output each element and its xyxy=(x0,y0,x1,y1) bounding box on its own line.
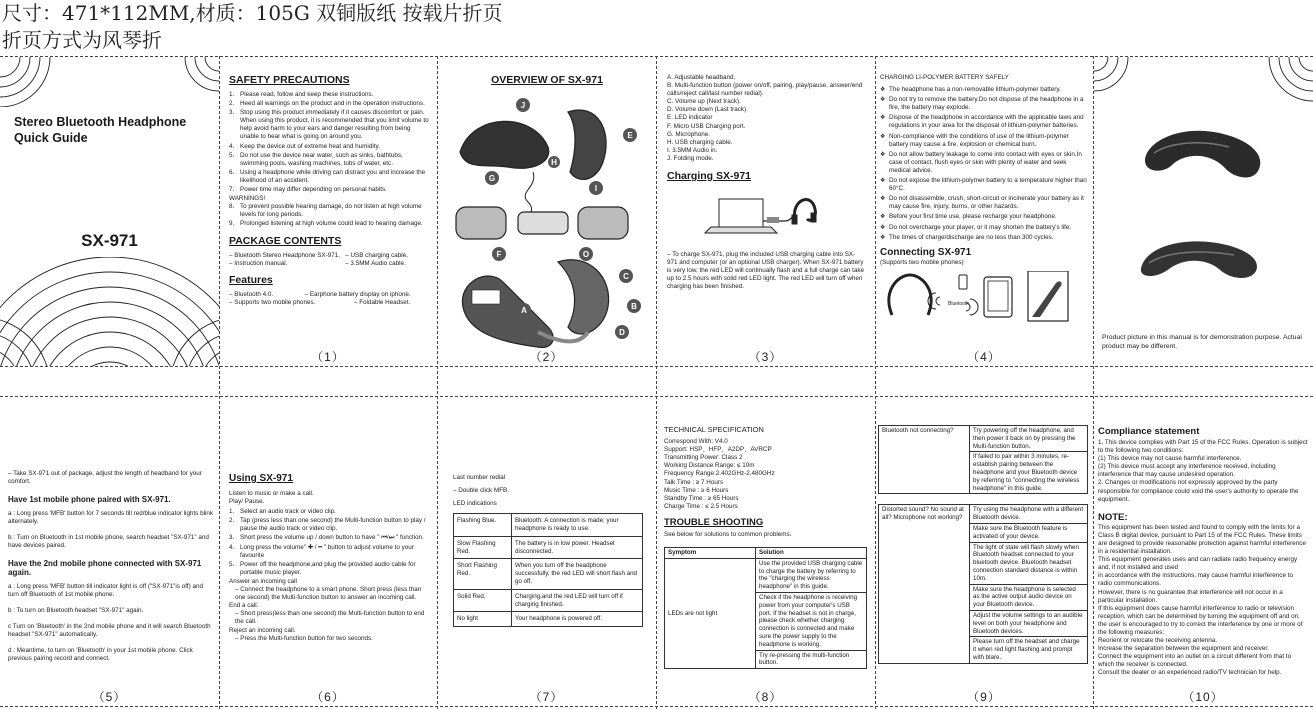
end-label: End a call. xyxy=(229,602,259,610)
led-row xyxy=(454,589,643,612)
laptop-icon xyxy=(719,199,763,227)
spec-title: TECHNICAL SPECIFICATION xyxy=(664,426,764,434)
feature-item: – Bluetooth 4.0. – Earphone battery display on iphone. xyxy=(229,290,411,298)
using-step-item-text: Long press the volume" ✚ / ━ " button to adjust volume to your favourite xyxy=(240,543,414,559)
panel-7-led xyxy=(453,474,643,634)
spec-item: Frequency Range:2.402GHz-2.480GHz xyxy=(664,470,775,478)
safety-item-number: 2. xyxy=(229,100,235,108)
safety-item-number: 6. xyxy=(229,168,235,176)
using-step-item xyxy=(229,508,431,516)
page-number-4: （4） xyxy=(967,350,1001,364)
battery-safety-item: ❖ Do not disassemble, crush, short-circuit or incinerate your battery as it may cause fire, injury, burns, or other hazards. xyxy=(880,195,1088,211)
part-item: J. Folding mode. xyxy=(667,154,714,162)
led-row xyxy=(454,514,643,537)
package-item: – Instruction manual. – 3.5MM Audio cable. xyxy=(229,259,406,267)
warning-item-text: To prevent possible hearing damage, do not listen at high volume levels for long periods. xyxy=(240,203,422,219)
features-title: Features xyxy=(229,273,273,286)
using-step-item xyxy=(229,561,431,577)
part-item: G. Microphone. xyxy=(667,130,711,138)
pairing-heading-2: Have the 2nd mobile phone connected with SX-971 again. xyxy=(8,558,202,577)
panel-4-battery xyxy=(880,74,1088,366)
part-item: A. Adjustable headband. xyxy=(667,74,736,81)
package-item: – Bluetooth Stereo Headphone SX-971, – USB charging cable, xyxy=(229,251,408,259)
trouble-solution: Check if the headphone is receiving power from your computer's USB port. If the headset is not in charge, please check whether charging connection is connected and make sure the power supply to the headphone is working. xyxy=(756,593,867,651)
page-number-3: （3） xyxy=(748,350,783,364)
battery-safety-item: ❖ Non-compliance with the conditions of use of the lithium-polymer battery may cause a fire, explosion or chemical burn. xyxy=(880,133,1088,149)
part-item: I. 3.5MM Audio in. xyxy=(667,146,718,154)
safety-item-number: 4. xyxy=(229,142,235,150)
reject-label: Reject an incoming call. xyxy=(229,626,296,634)
headband-icon xyxy=(889,275,931,315)
using-steps xyxy=(229,508,431,577)
overview-callout-h: H xyxy=(551,158,557,167)
using-listen: Listen to music or make a call. xyxy=(229,490,314,497)
trouble-col-symptom: Symptom xyxy=(665,548,756,559)
panel-9-trouble xyxy=(878,425,1088,683)
using-step-item xyxy=(229,517,431,533)
bluetooth-trouble-solution: Try powering off the headphone, and then power it back on by pressing the Multi-function button. xyxy=(970,426,1088,452)
note-title: NOTE: xyxy=(1098,511,1128,523)
led-meaning: Your headphone is powered off. xyxy=(512,612,643,627)
pairing-step-d2: d : Meantime, to turn on 'Bluetooth' in your 1st mobile phone. Click previous pairing record and connect. xyxy=(8,647,193,663)
answer-text: – Connect the headphone to a smart phone. Short press (less than one second) the Multi-function button to answer an incoming call. xyxy=(235,586,422,602)
bluetooth-trouble-symptom: Bluetooth not connecting? xyxy=(879,426,970,494)
safety-item xyxy=(229,143,431,151)
product-note: Product picture in this manual is for demonstration purpose. Actual product may be different. xyxy=(1102,334,1302,350)
spec-item: Support: HSP、HFP、A2DP、AVRCP xyxy=(664,446,772,454)
spec-item: Correspond With: V4.0 xyxy=(664,438,728,446)
safety-item xyxy=(229,169,431,185)
safety-item-text: Stop using this product immediately if it causes discomfort or pain. When using this product, it is recommended that you limit volume to help avoid harm to your ears and danger resulting from being unable to hear what is going on around you. xyxy=(240,109,429,141)
battery-title: CHARGING LI-POLYMER BATTERY SAFELY xyxy=(880,74,1009,81)
led-state: Short Flashing Red. xyxy=(454,559,512,589)
pairing-step-b2: b : To turn on Bluetooth headset "SX-971" again. xyxy=(8,606,144,614)
battery-safety-item: ❖ Do not expose the lithium-polymer battery to a temperature higher than 60°C. xyxy=(880,177,1088,193)
safety-item xyxy=(229,100,431,108)
pairing-step-b1: b : Turn on Bluetooth in 1st mobile phone, search headset "SX-971" and have devices paired. xyxy=(8,534,209,550)
battery-safety-item: ❖ Do not allow battery leakage to come into contact with eyes or skin.In case of contact, flush eyes or skin with plenty of water and seek medical advice. xyxy=(880,151,1088,175)
safety-item xyxy=(229,109,431,141)
overview-callout-d: D xyxy=(619,328,625,337)
using-step-item-number: 1. xyxy=(229,508,235,516)
panel-product-photos xyxy=(1094,57,1313,366)
led-state: No light xyxy=(454,612,512,627)
panel-10-compliance xyxy=(1098,426,1308,684)
page-number-8: （8） xyxy=(748,690,783,704)
battery-safety-item: ❖ The times of charge/discharge are no less than 300 cycles. xyxy=(880,234,1088,242)
page-number-6: （6） xyxy=(311,690,345,704)
phone-icon xyxy=(959,275,967,289)
note-line: Increase the separation between the equipment and receiver. xyxy=(1098,645,1269,653)
headphone-top-right-view xyxy=(568,110,606,179)
using-title: Using SX-971 xyxy=(229,473,293,484)
safety-item-number: 5. xyxy=(229,151,235,159)
compliance-line: (1) This device may not cause harmful interference. xyxy=(1098,455,1242,463)
safety-item-number: 7. xyxy=(229,186,235,194)
header-line-2: 折页方式为风琴折 xyxy=(2,28,162,52)
safety-item-text: Using a headphone while driving can distract you and increase the likelihood of an accident. xyxy=(240,168,426,184)
part-item: D. Volume down (Last track). xyxy=(667,106,748,114)
pairing-intro: – Take SX-971 out of package, adjust the length of headband for your comfort. xyxy=(8,470,202,486)
safety-item xyxy=(229,186,431,194)
safety-item-number: 3. xyxy=(229,109,235,117)
warnings-label: WARNINGS! xyxy=(229,195,266,203)
charging-diagram xyxy=(667,187,865,247)
compliance-line: 1. This device complies with Part 15 of the FCC Rules. Operation is subject to the following two conditions: xyxy=(1098,439,1308,455)
led-meaning: The battery is in low power. Headset disconnected. xyxy=(512,536,643,559)
spec-item: Charge Time : ≤ 2.5 Hours xyxy=(664,502,738,510)
headphone-diagram xyxy=(438,92,656,362)
safety-list xyxy=(229,91,431,194)
spec-list xyxy=(664,438,867,511)
overview-callout-e: E xyxy=(627,131,633,140)
safety-item-text: Keep the device out of extreme heat and humidity. xyxy=(240,142,380,150)
safety-item-text: Heed all warnings on the product and in the operation instructions. xyxy=(240,100,425,108)
product-photo-2 xyxy=(1141,241,1257,278)
safety-item-number: 1. xyxy=(229,91,235,98)
using-step-item-number: 2. xyxy=(229,517,235,525)
compliance-body xyxy=(1098,439,1308,504)
note-line: This equipment generates uses and can radiate radio frequency energy and, if not installed and used xyxy=(1098,556,1298,572)
battery-list xyxy=(880,86,1088,242)
charging-title: Charging SX-971 xyxy=(667,170,752,183)
overview-callout-o: O xyxy=(582,250,590,259)
answer-label: Answer an incoming call xyxy=(229,577,297,585)
warning-item-text: Prolonged listening at high volume could lead to hearing damage. xyxy=(240,220,423,228)
using-play-pause: Play/ Pause. xyxy=(229,498,265,506)
sound-trouble-solution: Make sure the headphone is selected as the active output audio device on your Bluetooth device. xyxy=(970,584,1088,610)
redial-text: – Double click MFB. xyxy=(453,487,509,495)
sound-trouble-solution: Make sure the Bluetooth feature is activated of your device. xyxy=(970,523,1088,542)
features-list xyxy=(229,291,431,307)
overview-callout-j: J xyxy=(520,101,526,110)
redial-label: Last number redial xyxy=(453,474,506,481)
led-row xyxy=(454,536,643,559)
panel-5-pairing xyxy=(8,470,214,680)
led-meaning: Charging,and the red LED will turn off if charging finished. xyxy=(512,589,643,612)
trouble-solution: Try re-pressing the multi-function button. xyxy=(756,650,867,669)
page-number-7: （7） xyxy=(529,690,564,704)
safety-item xyxy=(229,91,431,99)
pairing-step-a2: a : Long press 'MFB' button till indicator light is off ("SX-971"is off) and turn off Bluetooth of 1st mobile phone. xyxy=(8,582,203,598)
using-step-item-number: 4. xyxy=(229,543,235,551)
trouble-row xyxy=(665,558,867,592)
spec-item: Standby Time : ≥ 65 Hours xyxy=(664,494,739,502)
led-meaning: When you turn off the headphone successfully, the red LED will short flash and go off. xyxy=(512,559,643,589)
package-title: PACKAGE CONTENTS xyxy=(229,234,342,247)
warning-item-number: 8. xyxy=(229,203,235,211)
overview-callout-b: B xyxy=(631,302,637,311)
trouble-table-sound xyxy=(878,504,1088,663)
charging-text: – To charge SX-971, plug the included USB charging cable into SX-971 and computer (or an optional USB charger). When SX-971 battery is very low, the red LED will continually flash and a full charge can take up to 2.5 hours with solid red LED light. The red LED will turn off when charging has been finished. xyxy=(667,251,865,291)
using-step-item-number: 5. xyxy=(229,560,235,568)
pairing-step-c2: c Turn on 'Bluetooth' in the 2nd mobile phone and it will search Bluetooth headset "SX-971" automatically. xyxy=(8,622,211,638)
led-state: Solid Red. xyxy=(454,589,512,612)
led-row xyxy=(454,612,643,627)
safety-item-text: Please read, follow and keep these instructions. xyxy=(240,91,374,98)
safety-item-text: Power time may differ depending on personal habits. xyxy=(240,186,387,194)
trouble-col-solution: Solution xyxy=(756,548,867,559)
end-text: – Short press(less than one second) the Multi-function button to end the call. xyxy=(235,610,425,626)
compliance-line: 2. Changes or modifications not expressly approved by the party responsible for compliance could void the user's authority to operate the equipment. xyxy=(1098,479,1299,503)
battery-safety-item: ❖ Do not overcharge your player, or it may shorten the battery's life. xyxy=(880,224,1088,232)
page-number-5: （5） xyxy=(92,690,127,704)
part-item: F. Micro USB Charging port. xyxy=(667,122,746,130)
using-step-item-text: Tap (press less than one second) the Multi-function button to play / pause the audio track or video clip. xyxy=(240,517,426,533)
panel-2-overview xyxy=(438,74,656,366)
overview-callout-a: A xyxy=(521,306,527,315)
spec-item: Transmitting Power: Class 2 xyxy=(664,454,743,462)
note-line: However, there is no guarantee that interference will not occur in a particular installation. xyxy=(1098,588,1283,604)
connect-diagram xyxy=(880,271,1088,323)
led-row xyxy=(454,559,643,589)
product-photo-1 xyxy=(1145,131,1260,178)
note-line: Consult the dealer or an experienced radio/TV technician for help. xyxy=(1098,669,1282,677)
page-number-9: （9） xyxy=(967,690,1001,704)
part-item: E. LED indicator xyxy=(667,114,713,122)
note-line: in accordance with the instructions, may cause harmful interference to radio communications. xyxy=(1098,572,1293,588)
fold-line-3 xyxy=(656,56,657,709)
cover-title xyxy=(14,114,186,146)
note-line: If this equipment does cause harmful interference to radio or television reception, which can be determined by turning the equipment off and on, the user is encouraged to try to correct the interference by one or more of the following measures: xyxy=(1098,604,1303,636)
part-item: B. Multi-function button (power on/off, pairing, play/pause, answer/end calls/reject call/last number redial). xyxy=(667,82,863,98)
cover-title-line-2: Quick Guide xyxy=(14,131,88,145)
sound-trouble-solution: The light of state will flash slowly when Bluetooth headset connected to your bluetooth device. Bluetooth headset connection standard distance is within 10m. xyxy=(970,542,1088,584)
safety-item-text: Do not use the device near water, such as sinks, bathtubs, swimming pools, washing machines, tubs of water, etc. xyxy=(240,151,403,167)
connect-subtitle: (Supports two mobile phones) xyxy=(880,258,964,266)
part-item: H. USB charging cable. xyxy=(667,138,733,146)
spec-item: Talk Time : ≥ 7 Hours xyxy=(664,478,724,486)
battery-safety-item: ❖ Do not try to remove the battery.Do not dispose of the headphone in a fire, the battery may explode. xyxy=(880,96,1088,112)
compliance-line: (2) This device must accept any interference received, including interference that may cause undesired operation. xyxy=(1098,463,1276,479)
cover-panel xyxy=(0,57,219,366)
parts-list xyxy=(667,74,865,163)
using-step-item-number: 3. xyxy=(229,534,235,542)
sound-trouble-symptom: Distorted sound? No sound at all? Microphone not working? xyxy=(879,505,970,663)
using-step-item-text: Short press the volume up / down button to have " ⏮/⏭ " function. xyxy=(240,534,424,542)
panel-3-parts xyxy=(667,74,865,366)
note-line: This equipment has been tested and found to comply with the limits for a Class B digital device, pursuant to Part 15 of the FCC Rules. These limits are designed to provide reasonable protection against harmful interference in a residential installation. xyxy=(1098,523,1306,556)
page-number-10: （10） xyxy=(1182,690,1224,704)
using-step-item xyxy=(229,544,431,560)
trouble-table-bluetooth xyxy=(878,425,1088,494)
feature-item: – Supports two mobile phones. – Foldable Headset. xyxy=(229,298,411,306)
trouble-solution: Use the provided USB charging cable to charge the battery by referring to the "charging the wireless headphone" in this guide. xyxy=(756,558,867,592)
safety-item xyxy=(229,152,431,168)
warning-item xyxy=(229,203,431,219)
spec-item: Music Time : ≥ 6 Hours xyxy=(664,486,729,494)
fold-line-4 xyxy=(875,56,876,709)
overview-callout-i: I xyxy=(594,184,598,193)
panel-6-using xyxy=(229,473,431,683)
overview-callout-c: C xyxy=(623,272,629,281)
battery-safety-item: ❖ The headphone has a non-removable lithium-polymer battery. xyxy=(880,86,1088,94)
header-line-1: 尺寸：471*112MM,材质：105G 双铜版纸 按载片折页 xyxy=(2,1,503,25)
connect-title: Connecting SX-971 xyxy=(880,246,972,258)
safety-title: SAFETY PRECAUTIONS xyxy=(229,74,350,86)
cover-model: SX-971 xyxy=(81,231,138,250)
led-state: Slow Flashing Red. xyxy=(454,536,512,559)
sound-trouble-row xyxy=(879,505,1088,524)
fold-line-1 xyxy=(219,56,220,709)
product-arc-decoration xyxy=(1094,57,1313,366)
led-table xyxy=(453,513,643,627)
headphone-top-left-view xyxy=(460,121,549,168)
cover-title-line-1: Stereo Bluetooth Headphone xyxy=(14,115,187,129)
note-line: Connect the equipment into an outlet on a circuit different from that to which the receiver is connected. xyxy=(1098,653,1292,669)
compliance-title: Compliance statement xyxy=(1098,426,1200,437)
note-body xyxy=(1098,524,1308,678)
spec-item: Working Distance Range: ≤ 10m xyxy=(664,462,755,470)
note-line: Reorient or relocate the receiving antenna. xyxy=(1098,637,1218,645)
sound-trouble-solution: Adjust the volume settings to an audible level on both your headphone and Bluetooth devices. xyxy=(970,610,1088,636)
overview-title: OVERVIEW OF SX-971 xyxy=(491,74,603,86)
pairing-step-a1: a : Long press 'MFB' button for 7 seconds till red/blue indicator lights blink alternately. xyxy=(8,510,214,526)
sound-trouble-solution: Try using the headphone with a different Bluetooth device. xyxy=(970,505,1088,524)
trouble-table xyxy=(664,547,867,669)
overview-callout-g: G xyxy=(488,174,496,183)
part-item: C. Volume up (Next track). xyxy=(667,98,741,106)
sound-trouble-solution: Please turn off the headset and charge it when red light flashing and prompt with blare. xyxy=(970,637,1088,663)
cover-arc-decoration xyxy=(0,57,219,366)
trouble-symptom: LEDs are not light xyxy=(665,558,756,668)
pairing-heading-1: Have 1st mobile phone paired with SX-971. xyxy=(8,495,171,505)
bluetooth-trouble-solution: If failed to pair within 3 minutes, re-establish pairing between the headphone and your Bluetooth device by referring to "connecting the wireless headphone" in this guide. xyxy=(970,452,1088,494)
using-step-item-text: Select an audio track or video clip. xyxy=(240,508,336,516)
using-step-item xyxy=(229,534,431,542)
warning-item-number: 9. xyxy=(229,220,235,228)
package-list xyxy=(229,252,431,268)
battery-safety-item: ❖ Before your first time use, please recharge your headphone. xyxy=(880,213,1088,221)
using-step-item-text: Power off the headphone,and plug the provided audio cable for portable music player. xyxy=(240,560,416,576)
warnings-list xyxy=(229,203,431,228)
battery-safety-item: ❖ Dispose of the headphone in accordance with the applicable laws and regulations in your area for the disposal of lithium-polymer batteries. xyxy=(880,114,1088,130)
trouble-subtitle: See below for solutions to common problems. xyxy=(664,530,792,538)
bluetooth-trouble-row xyxy=(879,426,1088,452)
panel-1-safety xyxy=(229,74,431,366)
reject-text: – Press the Multi-function button for two seconds. xyxy=(235,634,373,642)
overview-callout-f: F xyxy=(496,250,502,259)
page-number-2: （2） xyxy=(529,350,564,364)
warning-item xyxy=(229,220,431,228)
led-state: Flashing Blue. xyxy=(454,514,512,537)
panel-8-spec xyxy=(664,426,867,682)
page-number-1: （1） xyxy=(311,350,345,364)
bluetooth-label: Bluetooth xyxy=(948,300,970,307)
led-label: LED indications xyxy=(453,500,497,508)
trouble-title: TROUBLE SHOOTING xyxy=(664,516,764,528)
led-meaning: Bluetooth: A connection is made; your headphone is ready to use. xyxy=(512,514,643,537)
